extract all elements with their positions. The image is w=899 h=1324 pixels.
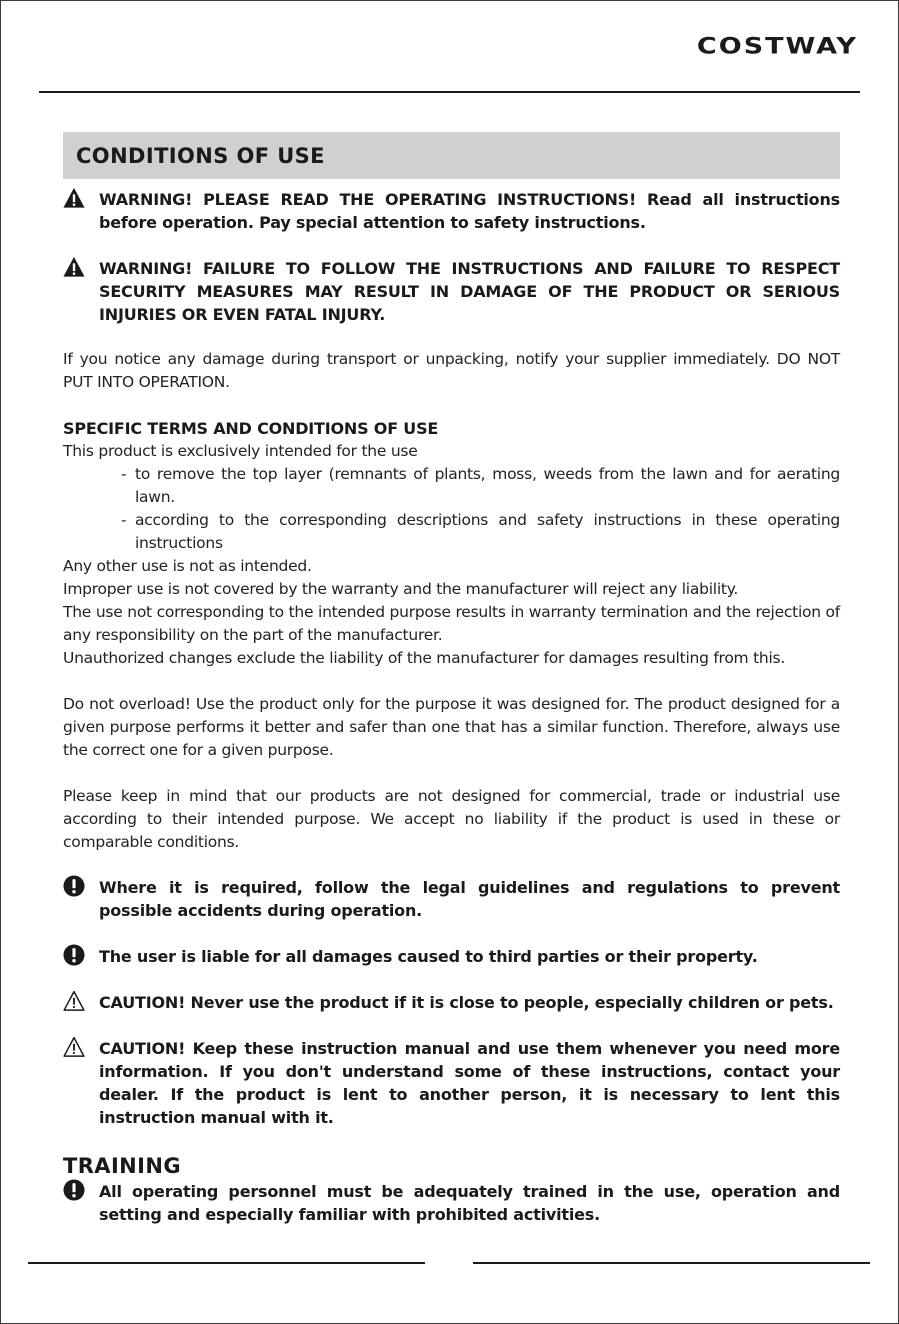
footer-rule-right bbox=[473, 1262, 870, 1264]
caution-item bbox=[63, 1037, 840, 1129]
list-item-text: according to the corresponding descriptions and safety instructions in these operating instructions bbox=[135, 511, 840, 552]
caution-text: CAUTION! Keep these instruction manual and use them whenever you need more information. If you don't understand some of these instructions, contact your dealer. If the product is lent to another person, it is necessary to lent this instruction manual with it. bbox=[99, 1039, 840, 1127]
caution-item bbox=[63, 991, 840, 1014]
commercial-use-paragraph: Please keep in mind that our products are not designed for commercial, trade or industrial use according to their intended purpose. We accept no liability if the product is used in these or comparable conditions. bbox=[63, 787, 840, 851]
notice-item bbox=[63, 876, 840, 922]
exclamation-circle-icon bbox=[63, 944, 85, 966]
warning-triangle-filled-icon bbox=[63, 187, 85, 209]
list-item bbox=[63, 509, 840, 555]
terms-line: Improper use is not covered by the warranty and the manufacturer will reject any liability. bbox=[63, 580, 739, 598]
notice-text: The user is liable for all damages caused to third parties or their property. bbox=[99, 947, 758, 966]
footer-rule-left bbox=[28, 1262, 425, 1264]
list-item bbox=[63, 463, 840, 509]
notice-item bbox=[63, 945, 840, 968]
exclamation-circle-icon bbox=[63, 1179, 85, 1201]
specific-terms-lead: This product is exclusively intended for the use bbox=[63, 442, 418, 460]
warning-item bbox=[63, 188, 840, 234]
notice-item bbox=[63, 1180, 840, 1226]
training-notice-text: All operating personnel must be adequately trained in the use, operation and setting and especially familiar with prohibited activities. bbox=[99, 1182, 840, 1224]
section-title: CONDITIONS OF USE bbox=[76, 143, 325, 168]
exclamation-circle-icon bbox=[63, 875, 85, 897]
header-rule bbox=[39, 91, 860, 93]
specific-terms-heading: SPECIFIC TERMS AND CONDITIONS OF USE bbox=[63, 419, 439, 438]
notice-text: Where it is required, follow the legal guidelines and regulations to prevent possible accidents during operation. bbox=[99, 878, 840, 920]
specific-terms-block bbox=[63, 417, 840, 670]
terms-line: The use not corresponding to the intended purpose results in warranty termination and the rejection of any responsibility on the part of the manufacturer. bbox=[63, 603, 840, 644]
section-header-bar bbox=[63, 132, 840, 179]
warning-item bbox=[63, 257, 840, 326]
training-title: TRAINING bbox=[63, 1154, 181, 1178]
terms-line: Any other use is not as intended. bbox=[63, 557, 312, 575]
caution-text: CAUTION! Never use the product if it is close to people, especially children or pets. bbox=[99, 993, 834, 1012]
intro-paragraph: If you notice any damage during transport or unpacking, notify your supplier immediately. DO NOT PUT INTO OPERATION. bbox=[63, 350, 840, 391]
brand-logo: COSTWAY bbox=[696, 34, 858, 60]
warning-text: WARNING! PLEASE READ THE OPERATING INSTRUCTIONS! Read all instructions before operation. Pay special attention to safety instructions. bbox=[99, 190, 840, 232]
list-item-text: to remove the top layer (remnants of plants, moss, weeds from the lawn and for aerating lawn. bbox=[135, 465, 840, 506]
warning-text: WARNING! FAILURE TO FOLLOW THE INSTRUCTIONS AND FAILURE TO RESPECT SECURITY MEASURES MAY RESULT IN DAMAGE OF THE PRODUCT OR SERIOUS INJURIES OR EVEN FATAL INJURY. bbox=[99, 259, 840, 324]
warning-triangle-filled-icon bbox=[63, 256, 85, 278]
bullet-dash: - bbox=[121, 465, 127, 483]
caution-triangle-outline-icon bbox=[63, 990, 85, 1012]
overload-paragraph: Do not overload! Use the product only for the purpose it was designed for. The product designed for a given purpose performs it better and safer than one that has a similar function. Therefore, always use the correct one for a given purpose. bbox=[63, 695, 840, 759]
bullet-dash: - bbox=[121, 511, 127, 529]
terms-line: Unauthorized changes exclude the liability of the manufacturer for damages resulting from this. bbox=[63, 649, 786, 667]
caution-triangle-outline-icon bbox=[63, 1036, 85, 1058]
